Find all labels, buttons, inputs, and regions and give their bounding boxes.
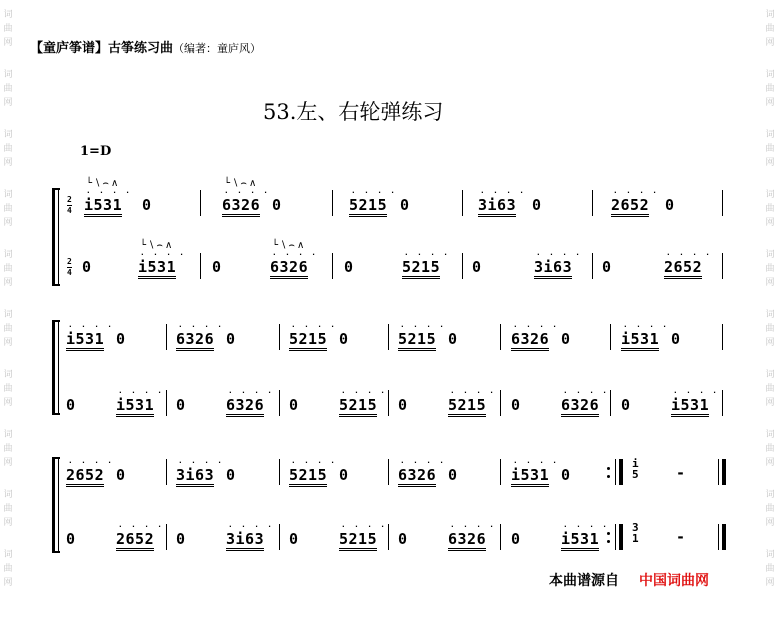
score-header xyxy=(30,37,261,56)
rest: 0 xyxy=(66,396,76,414)
watermark-column xyxy=(764,128,776,170)
watermark-column xyxy=(764,188,776,230)
barline xyxy=(200,190,201,216)
watermark-char: 曲 xyxy=(3,504,13,514)
watermark-char: 网 xyxy=(3,578,13,588)
watermark-char: 曲 xyxy=(765,204,775,214)
octave-dots: · · · · xyxy=(342,523,388,531)
watermark-char: 词 xyxy=(765,250,775,260)
note-group: i531 xyxy=(511,466,549,487)
rest: 0 xyxy=(66,530,76,548)
rest: 0 xyxy=(621,396,631,414)
watermark-char: 曲 xyxy=(3,264,13,274)
author-label: （编著：童庐风） xyxy=(173,42,262,55)
system-brace-bottom xyxy=(52,284,60,286)
rest: 0 xyxy=(511,530,521,548)
watermark-column xyxy=(2,308,14,350)
system-brace-top xyxy=(52,320,60,322)
watermark-char: 曲 xyxy=(765,84,775,94)
repeat-dot xyxy=(607,467,610,470)
rest: 0 xyxy=(448,330,458,348)
series-label: 【童庐筝谱】古筝练习曲 xyxy=(30,41,174,56)
system-brace xyxy=(52,320,55,415)
watermark-char: 曲 xyxy=(3,24,13,34)
watermark-column xyxy=(764,548,776,590)
system-brace xyxy=(52,188,55,286)
rest: 0 xyxy=(116,330,126,348)
watermark-char: 曲 xyxy=(3,384,13,394)
octave-dots: · · · · xyxy=(273,251,319,259)
barline xyxy=(615,459,616,485)
watermark-char: 网 xyxy=(765,458,775,468)
ornament-marks: └∖⌢∧ xyxy=(86,178,121,189)
note-group: 6326 xyxy=(448,530,486,551)
watermark-char: 曲 xyxy=(3,84,13,94)
system-brace-line xyxy=(58,188,59,286)
octave-dots: · · · · xyxy=(179,323,225,331)
note-group: i531 xyxy=(84,196,122,217)
watermark-char: 曲 xyxy=(765,144,775,154)
barline xyxy=(615,524,616,550)
watermark-char: 曲 xyxy=(3,564,13,574)
octave-dots: · · · · xyxy=(292,459,338,467)
final-barline xyxy=(722,459,726,485)
rest: 0 xyxy=(289,530,299,548)
octave-dots: · · · · xyxy=(667,251,713,259)
watermark-column xyxy=(764,308,776,350)
watermark-char: 词 xyxy=(765,70,775,80)
watermark-column xyxy=(764,368,776,410)
octave-dots: · · · · xyxy=(514,323,560,331)
ornament-marks: └∖⌢∧ xyxy=(272,240,307,251)
watermark-char: 词 xyxy=(765,490,775,500)
note-group: 5215 xyxy=(349,196,387,217)
octave-dots: · · · · xyxy=(674,389,720,397)
note-group: 2652 xyxy=(116,530,154,551)
watermark-char: 词 xyxy=(3,550,13,560)
barline xyxy=(279,524,280,550)
watermark-char: 词 xyxy=(3,370,13,380)
octave-dots: · · · · xyxy=(401,323,447,331)
watermark-column xyxy=(2,368,14,410)
watermark-char: 曲 xyxy=(765,384,775,394)
barline xyxy=(166,390,167,416)
note-group: 2652 xyxy=(664,258,702,279)
note-group: 5215 xyxy=(339,530,377,551)
octave-dots: · · · · xyxy=(614,189,660,197)
system-brace-top xyxy=(52,457,60,459)
watermark-char: 词 xyxy=(3,310,13,320)
final-chord-top: i xyxy=(632,457,639,470)
system-brace-line xyxy=(58,320,59,415)
watermark-column xyxy=(764,68,776,110)
time-sig-top: 2 xyxy=(67,195,72,204)
barline xyxy=(610,390,611,416)
watermark-char: 曲 xyxy=(765,324,775,334)
octave-dots: · · · · xyxy=(69,323,115,331)
octave-dots: · · · · xyxy=(564,523,610,531)
barline xyxy=(332,253,333,279)
rest: 0 xyxy=(448,466,458,484)
octave-dots: · · · · xyxy=(352,189,398,197)
rest: 0 xyxy=(82,258,92,276)
octave-dots: · · · · xyxy=(229,389,275,397)
watermark-column xyxy=(764,488,776,530)
barline xyxy=(388,524,389,550)
watermark-char: 词 xyxy=(765,130,775,140)
watermark-char: 网 xyxy=(765,278,775,288)
octave-dots: · · · · xyxy=(119,523,165,531)
octave-dots: · · · · xyxy=(564,389,610,397)
final-chord-bottom: 1 xyxy=(632,532,639,545)
barline xyxy=(462,253,463,279)
watermark-char: 曲 xyxy=(3,144,13,154)
watermark-char: 曲 xyxy=(765,504,775,514)
rest: 0 xyxy=(511,396,521,414)
watermark-char: 网 xyxy=(765,518,775,528)
system-brace xyxy=(52,457,55,553)
watermark-char: 网 xyxy=(3,98,13,108)
note-group: i531 xyxy=(671,396,709,417)
rest: 0 xyxy=(339,330,349,348)
source-site-link[interactable]: 中国词曲网 xyxy=(639,573,709,589)
note-group: 5215 xyxy=(402,258,440,279)
octave-dots: · · · · xyxy=(537,251,583,259)
watermark-column xyxy=(2,128,14,170)
octave-dots: · · · · xyxy=(451,523,497,531)
rest: 0 xyxy=(472,258,482,276)
barline xyxy=(388,390,389,416)
barline xyxy=(279,459,280,485)
watermark-column xyxy=(2,188,14,230)
hold-dash: - xyxy=(676,464,686,482)
rest: 0 xyxy=(142,196,152,214)
note-group: i531 xyxy=(561,530,599,551)
octave-dots: · · · · xyxy=(401,459,447,467)
watermark-char: 词 xyxy=(765,550,775,560)
barline xyxy=(500,524,501,550)
watermark-char: 词 xyxy=(3,490,13,500)
watermark-char: 词 xyxy=(3,10,13,20)
watermark-char: 网 xyxy=(765,38,775,48)
octave-dots: · · · · xyxy=(451,389,497,397)
note-group: 5215 xyxy=(339,396,377,417)
note-group: 3i63 xyxy=(226,530,264,551)
watermark-char: 曲 xyxy=(765,24,775,34)
watermark-char: 网 xyxy=(765,158,775,168)
rest: 0 xyxy=(289,396,299,414)
octave-dots: · · · · xyxy=(624,323,670,331)
watermark-char: 网 xyxy=(3,158,13,168)
time-signature xyxy=(67,258,72,277)
watermark-char: 词 xyxy=(765,430,775,440)
hold-dash: - xyxy=(676,528,686,546)
barline xyxy=(718,524,719,550)
note-group: 5215 xyxy=(448,396,486,417)
barline xyxy=(592,190,593,216)
note-group: 6326 xyxy=(270,258,308,279)
watermark-char: 网 xyxy=(765,98,775,108)
watermark-char: 网 xyxy=(765,578,775,588)
rest: 0 xyxy=(339,466,349,484)
time-sig-bottom: 4 xyxy=(67,268,72,277)
barline xyxy=(462,190,463,216)
rest: 0 xyxy=(561,466,571,484)
repeat-sign xyxy=(607,524,627,550)
barline xyxy=(279,324,280,350)
rest: 0 xyxy=(602,258,612,276)
watermark-column xyxy=(2,548,14,590)
final-barline xyxy=(722,524,726,550)
rest: 0 xyxy=(226,466,236,484)
watermark-char: 网 xyxy=(765,218,775,228)
octave-dots: · · · · xyxy=(179,459,225,467)
watermark-column xyxy=(2,68,14,110)
octave-dots: · · · · xyxy=(514,459,560,467)
note-group: i531 xyxy=(621,330,659,351)
time-sig-top: 2 xyxy=(67,257,72,266)
barline xyxy=(200,253,201,279)
watermark-column xyxy=(764,8,776,50)
source-label: 本曲谱源自 xyxy=(549,573,619,589)
page-title: 53.左、右轮弹练习 xyxy=(263,100,444,124)
note-group: 5215 xyxy=(398,330,436,351)
watermark-char: 曲 xyxy=(3,204,13,214)
rest: 0 xyxy=(400,196,410,214)
octave-dots: · · · · xyxy=(225,189,271,197)
watermark-char: 词 xyxy=(3,70,13,80)
barline xyxy=(166,459,167,485)
barline xyxy=(500,324,501,350)
barline xyxy=(592,253,593,279)
note-group: 6326 xyxy=(222,196,260,217)
left-watermark-strip xyxy=(0,0,16,617)
watermark-char: 网 xyxy=(3,338,13,348)
watermark-char: 曲 xyxy=(3,324,13,334)
ornament-marks: └∖⌢∧ xyxy=(140,240,175,251)
watermark-char: 词 xyxy=(3,190,13,200)
watermark-column xyxy=(2,488,14,530)
note-group: 5215 xyxy=(289,330,327,351)
final-chord xyxy=(632,458,639,480)
note-group: 6326 xyxy=(398,466,436,487)
watermark-char: 曲 xyxy=(765,444,775,454)
key-signature: 1=D xyxy=(80,144,112,159)
watermark-char: 网 xyxy=(765,398,775,408)
watermark-char: 词 xyxy=(765,370,775,380)
repeat-dot xyxy=(607,540,610,543)
note-group: 3i63 xyxy=(176,466,214,487)
rest: 0 xyxy=(176,396,186,414)
watermark-char: 词 xyxy=(765,10,775,20)
octave-dots: · · · · xyxy=(119,389,165,397)
octave-dots: · · · · xyxy=(405,251,451,259)
rest: 0 xyxy=(561,330,571,348)
octave-dots: · · · · xyxy=(87,189,133,197)
watermark-char: 曲 xyxy=(3,444,13,454)
repeat-sign xyxy=(607,459,627,485)
rest: 0 xyxy=(116,466,126,484)
note-group: i531 xyxy=(138,258,176,279)
time-sig-bottom: 4 xyxy=(67,206,72,215)
barline xyxy=(279,390,280,416)
barline xyxy=(166,524,167,550)
watermark-char: 网 xyxy=(3,38,13,48)
rest: 0 xyxy=(212,258,222,276)
watermark-char: 网 xyxy=(765,338,775,348)
octave-dots: · · · · xyxy=(481,189,527,197)
note-group: 3i63 xyxy=(478,196,516,217)
rest: 0 xyxy=(398,396,408,414)
final-chord xyxy=(632,522,639,544)
watermark-char: 网 xyxy=(3,458,13,468)
octave-dots: · · · · xyxy=(69,459,115,467)
note-group: 6326 xyxy=(226,396,264,417)
watermark-char: 网 xyxy=(3,218,13,228)
system-brace-bottom xyxy=(52,551,60,553)
note-group: 2652 xyxy=(66,466,104,487)
note-group: 2652 xyxy=(611,196,649,217)
rest: 0 xyxy=(398,530,408,548)
watermark-char: 词 xyxy=(3,130,13,140)
watermark-column xyxy=(764,248,776,290)
barline xyxy=(500,459,501,485)
rest: 0 xyxy=(226,330,236,348)
watermark-char: 网 xyxy=(3,518,13,528)
repeat-dot xyxy=(607,532,610,535)
note-group: 3i63 xyxy=(534,258,572,279)
rest: 0 xyxy=(344,258,354,276)
rest: 0 xyxy=(532,196,542,214)
repeat-dot xyxy=(607,475,610,478)
watermark-char: 词 xyxy=(3,250,13,260)
barline xyxy=(722,190,723,216)
watermark-column xyxy=(2,8,14,50)
note-group: 6326 xyxy=(561,396,599,417)
final-chord-bottom: 5 xyxy=(632,468,639,481)
rest: 0 xyxy=(671,330,681,348)
watermark-char: 曲 xyxy=(765,264,775,274)
barline xyxy=(166,324,167,350)
note-group: i531 xyxy=(66,330,104,351)
octave-dots: · · · · xyxy=(292,323,338,331)
watermark-char: 网 xyxy=(3,278,13,288)
ornament-marks: └∖⌢∧ xyxy=(224,178,259,189)
final-barline xyxy=(619,524,623,550)
right-watermark-strip xyxy=(762,0,778,617)
barline xyxy=(722,390,723,416)
rest: 0 xyxy=(665,196,675,214)
note-group: 6326 xyxy=(511,330,549,351)
octave-dots: · · · · xyxy=(229,523,275,531)
barline xyxy=(610,324,611,350)
barline xyxy=(388,459,389,485)
source-footer xyxy=(549,570,709,590)
system-brace-line xyxy=(58,457,59,553)
barline xyxy=(388,324,389,350)
note-group: 5215 xyxy=(289,466,327,487)
watermark-column xyxy=(764,428,776,470)
watermark-char: 词 xyxy=(3,430,13,440)
watermark-char: 词 xyxy=(765,310,775,320)
watermark-char: 词 xyxy=(765,190,775,200)
watermark-char: 曲 xyxy=(765,564,775,574)
system-brace-bottom xyxy=(52,413,60,415)
barline xyxy=(722,253,723,279)
note-group: 6326 xyxy=(176,330,214,351)
rest: 0 xyxy=(176,530,186,548)
watermark-column xyxy=(2,428,14,470)
note-group: i531 xyxy=(116,396,154,417)
octave-dots: · · · · xyxy=(141,251,187,259)
watermark-column xyxy=(2,248,14,290)
system-brace-top xyxy=(52,188,60,190)
rest: 0 xyxy=(272,196,282,214)
barline xyxy=(718,459,719,485)
barline xyxy=(500,390,501,416)
final-barline xyxy=(619,459,623,485)
barline xyxy=(722,324,723,350)
time-signature xyxy=(67,196,72,215)
watermark-char: 网 xyxy=(3,398,13,408)
octave-dots: · · · · xyxy=(342,389,388,397)
final-chord-top: 3 xyxy=(632,521,639,534)
barline xyxy=(332,190,333,216)
